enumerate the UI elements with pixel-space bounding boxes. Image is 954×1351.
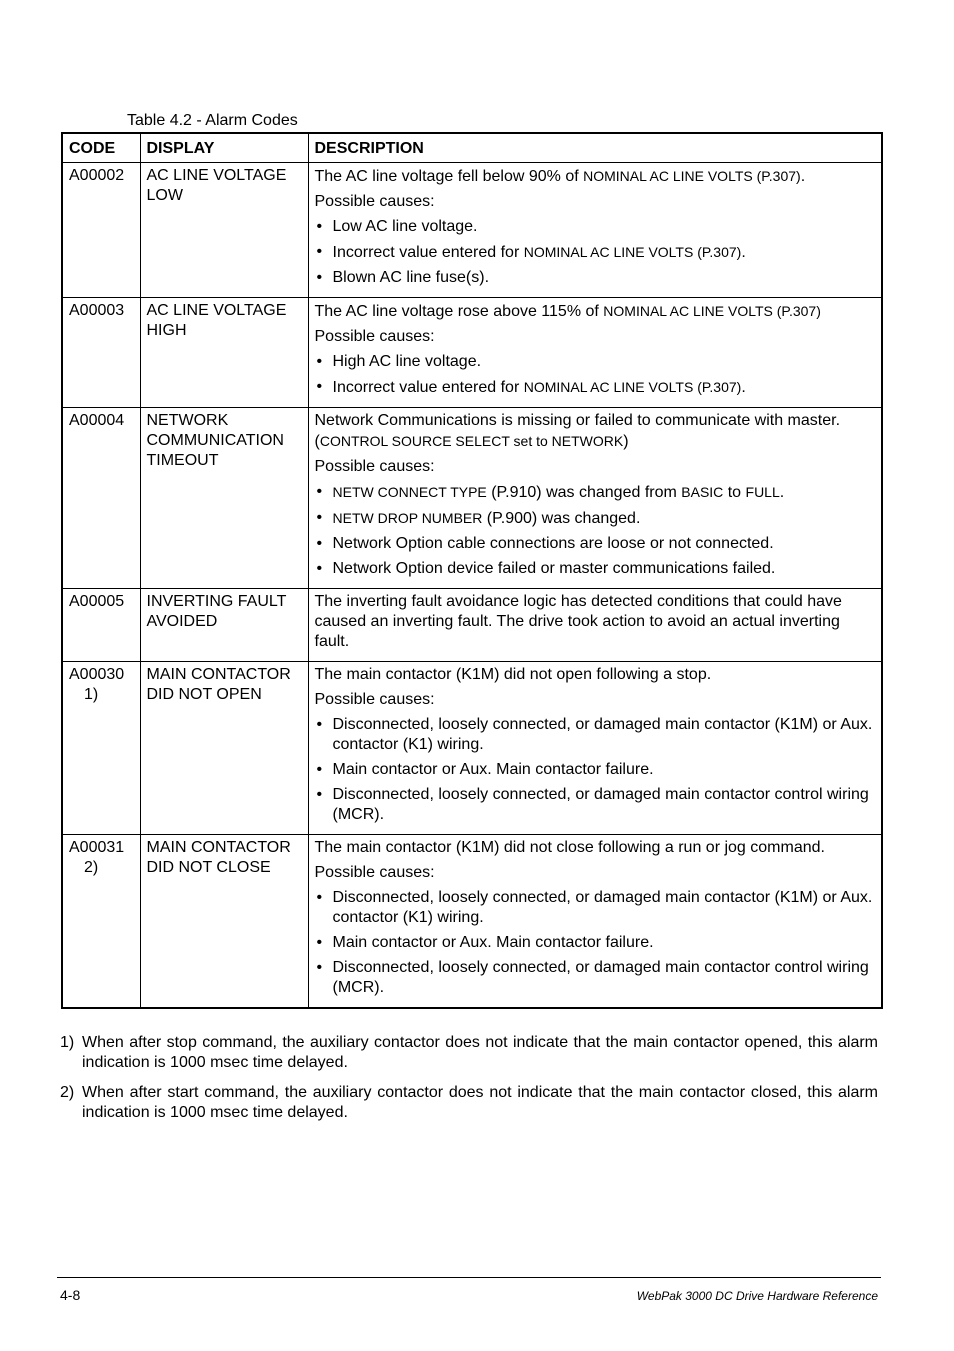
text-run: Network Option device failed or master communications failed. [332, 560, 776, 577]
parameter-name: NETW CONNECT TYPE [332, 484, 487, 500]
text-run: . [741, 244, 746, 261]
cause-item [315, 377, 876, 398]
text-run: Network Communications is missing or failed to communicate with master. ( [314, 412, 841, 450]
cause-item [315, 958, 876, 998]
cause-item [315, 760, 876, 780]
text-run: The inverting fault avoidance logic has detected conditions that could have caused an inverting fault. The drive took action to avoid an actual inverting fault. [314, 593, 842, 650]
alarm-code-cell [62, 662, 140, 835]
alarm-display-text: NETWORK COMMUNICATION TIMEOUT [140, 408, 308, 589]
possible-causes-label: Possible causes: [314, 864, 435, 881]
cause-item [315, 715, 876, 755]
header-code: CODE [62, 133, 140, 163]
parameter-name: NOMINAL AC LINE VOLTS (P.307) [603, 303, 821, 319]
alarm-code: A00003 [69, 302, 125, 319]
parameter-name: NOMINAL AC LINE VOLTS (P.307) [583, 168, 801, 184]
text-run: . [741, 379, 746, 396]
alarm-code-cell [62, 163, 140, 298]
cause-item [315, 217, 876, 237]
alarm-description-cell [308, 298, 882, 408]
alarm-code: A00031 [69, 839, 125, 856]
cause-item [315, 352, 876, 372]
possible-causes-label: Possible causes: [314, 691, 435, 708]
footnote-text: When after start command, the auxiliary contactor does not indicate that the main contactor closed, this alarm indication is 1000 msec time delayed. [82, 1084, 878, 1121]
cause-item [315, 268, 876, 288]
text-run: Incorrect value entered for [332, 244, 524, 261]
alarm-description [315, 592, 876, 652]
footnote-text: When after stop command, the auxiliary contactor does not indicate that the main contactor opened, this alarm indication is 1000 msec time delayed. [82, 1034, 878, 1071]
alarm-description-cell [308, 589, 882, 662]
text-run: Network Option cable connections are loose or not connected. [332, 535, 774, 552]
cause-item [315, 534, 876, 554]
alarm-code-cell [62, 835, 140, 1009]
causes-list [315, 352, 876, 398]
alarm-description-cell [308, 662, 882, 835]
text-run: High AC line voltage. [332, 353, 482, 370]
alarm-code: A00004 [69, 412, 125, 429]
text-run: Main contactor or Aux. Main contactor failure. [332, 934, 654, 951]
alarm-display-text: MAIN CONTACTOR DID NOT OPEN [140, 662, 308, 835]
footnote-ref: 2) [84, 859, 99, 876]
causes-list [315, 217, 876, 288]
text-run: Main contactor or Aux. Main contactor failure. [332, 761, 654, 778]
text-run: Disconnected, loosely connected, or damaged main contactor (K1M) or Aux. contactor (K1) wiring. [332, 889, 873, 926]
text-run: The main contactor (K1M) did not open following a stop. [314, 666, 712, 683]
footnote-number: 1) [60, 1034, 75, 1051]
parameter-name: BASIC [681, 484, 724, 500]
alarm-row [62, 298, 882, 408]
parameter-name: NETW DROP NUMBER [332, 510, 483, 526]
parameter-name: NOMINAL AC LINE VOLTS (P.307) [523, 244, 742, 260]
alarm-code: A00005 [69, 593, 125, 610]
text-run: ) [623, 433, 629, 450]
alarm-description-cell [308, 163, 882, 298]
footnote-2 [60, 1083, 878, 1123]
alarm-row [62, 163, 882, 298]
footnote-ref: 1) [84, 686, 99, 703]
cause-item [315, 888, 876, 928]
alarm-description-cell [308, 408, 882, 589]
cause-item [315, 482, 876, 503]
table-body [62, 163, 882, 1009]
possible-causes-label: Possible causes: [314, 328, 435, 345]
text-run: . [779, 484, 785, 501]
possible-causes-label: Possible causes: [314, 193, 435, 210]
alarm-display-text: AC LINE VOLTAGE HIGH [140, 298, 308, 408]
alarm-code: A00030 [69, 666, 125, 683]
cause-item [315, 559, 876, 579]
text-run: The AC line voltage rose above 115% of [314, 303, 604, 320]
alarm-row [62, 835, 882, 1009]
alarm-display-text: MAIN CONTACTOR DID NOT CLOSE [140, 835, 308, 1009]
alarm-description [315, 411, 876, 452]
text-run: Incorrect value entered for [332, 379, 524, 396]
alarm-display-text: AC LINE VOLTAGE LOW [140, 163, 308, 298]
causes-list [315, 482, 876, 579]
parameter-name: NOMINAL AC LINE VOLTS (P.307) [523, 379, 742, 395]
cause-item [315, 242, 876, 263]
cause-item [315, 933, 876, 953]
cause-item [315, 785, 876, 825]
alarm-row [62, 408, 882, 589]
text-run: The AC line voltage fell below 90% of [314, 168, 584, 185]
text-run: to [723, 484, 746, 501]
footer-divider [57, 1277, 881, 1278]
alarm-description [315, 301, 876, 322]
alarm-description [315, 665, 876, 685]
footnote-number: 2) [60, 1084, 75, 1101]
parameter-name: CONTROL SOURCE SELECT set to NETWORK [319, 433, 624, 449]
footnote-1 [60, 1033, 878, 1073]
text-run: (P.900) was changed. [482, 510, 641, 527]
alarm-display-text: INVERTING FAULT AVOIDED [140, 589, 308, 662]
alarm-description [315, 838, 876, 858]
text-run: (P.910) was changed from [486, 484, 682, 501]
text-run: Disconnected, loosely connected, or damaged main contactor control wiring (MCR). [332, 959, 869, 996]
parameter-name: FULL [745, 484, 780, 500]
text-run: Disconnected, loosely connected, or damaged main contactor (K1M) or Aux. contactor (K1) wiring. [332, 716, 873, 753]
table-caption: Table 4.2 - Alarm Codes [127, 112, 298, 129]
cause-item [315, 508, 876, 529]
page-number: 4-8 [60, 1287, 81, 1303]
table-header-row [62, 133, 882, 163]
alarm-row [62, 589, 882, 662]
alarm-code: A00002 [69, 167, 125, 184]
text-run: Blown AC line fuse(s). [332, 269, 490, 286]
footnotes [60, 1033, 878, 1133]
text-run: Low AC line voltage. [332, 218, 478, 235]
header-display: DISPLAY [140, 133, 308, 163]
possible-causes-label: Possible causes: [314, 458, 435, 475]
causes-list [315, 715, 876, 825]
text-run: Disconnected, loosely connected, or damaged main contactor control wiring (MCR). [332, 786, 869, 823]
alarm-code-cell [62, 298, 140, 408]
text-run: The main contactor (K1M) did not close following a run or jog command. [314, 839, 825, 856]
causes-list [315, 888, 876, 998]
alarm-codes-table [61, 132, 883, 1009]
alarm-description-cell [308, 835, 882, 1009]
alarm-code-cell [62, 408, 140, 589]
alarm-description [315, 166, 876, 187]
text-run: . [800, 168, 806, 185]
document-title: WebPak 3000 DC Drive Hardware Reference [636, 1289, 878, 1303]
header-description: DESCRIPTION [308, 133, 882, 163]
alarm-code-cell [62, 589, 140, 662]
alarm-row [62, 662, 882, 835]
